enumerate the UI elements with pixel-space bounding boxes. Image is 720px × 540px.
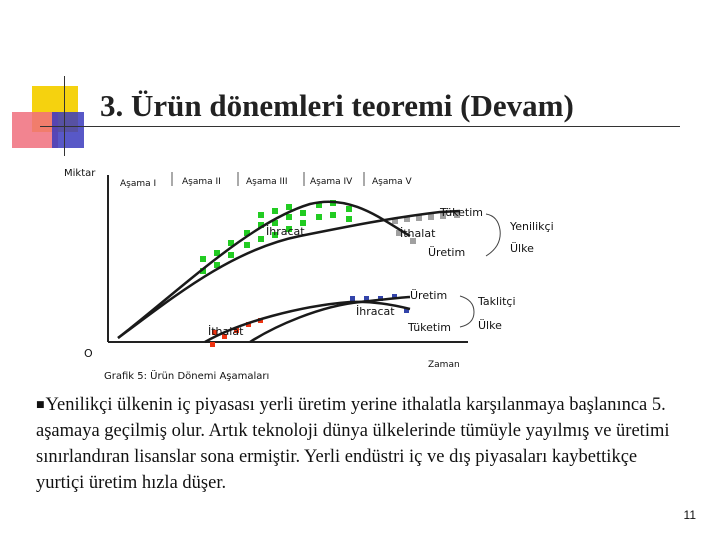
region-marker <box>200 256 206 262</box>
region-marker <box>258 212 264 218</box>
innovator-country-label: Ülke <box>510 242 534 255</box>
stage-label: Aşama I <box>120 179 157 189</box>
diagram-caption: Grafik 5: Ürün Dönemi Aşamaları <box>104 371 270 382</box>
slide-title: 3. Ürün dönemleri teoremi (Devam) <box>100 88 574 123</box>
region-marker <box>286 214 292 220</box>
region-marker <box>210 342 215 347</box>
region-marker <box>244 242 250 248</box>
y-axis-label: Miktar <box>64 168 96 179</box>
region-marker <box>258 236 264 242</box>
stage-label: Aşama II <box>182 177 221 187</box>
region-marker <box>272 208 278 214</box>
region-marker <box>346 216 352 222</box>
body-paragraph <box>36 392 686 496</box>
region-marker <box>346 206 352 212</box>
tuketim-upper-label: Tüketim <box>440 206 484 219</box>
x-axis-label: Zaman <box>428 360 460 370</box>
ihracat-upper-label: İhracat <box>266 225 305 238</box>
origin-label: O <box>84 347 93 360</box>
stage-label: Aşama IV <box>310 177 353 187</box>
uretim-lower-label: Üretim <box>410 289 448 302</box>
region-marker <box>316 214 322 220</box>
region-marker <box>286 204 292 210</box>
ithalat-upper-label: İthalat <box>400 227 436 240</box>
bullet-icon: ■ <box>36 400 45 410</box>
region-marker <box>300 210 306 216</box>
imitator-brace <box>460 296 474 327</box>
stage-label: Aşama III <box>246 177 288 187</box>
ihracat-lower-label: İhracat <box>356 305 395 318</box>
uretim-upper-label: Üretim <box>428 246 466 259</box>
tuketim-lower-label: Tüketim <box>408 321 452 334</box>
innovator-country-label: Yenilikçi <box>510 220 554 233</box>
region-marker <box>428 214 434 220</box>
page-number: 11 <box>683 508 696 522</box>
imitator-country-label: Ülke <box>478 319 502 332</box>
innovator-brace <box>486 214 500 256</box>
imitator-country-label: Taklitçi <box>478 295 516 308</box>
stage-label: Aşama V <box>372 177 412 187</box>
region-marker <box>350 296 355 301</box>
paragraph-text: Yenilikçi ülkenin iç piyasası yerli üretim yerine ithalatla karşılanmaya başlanınca 5. aşamaya geçilmiş olur. Artık teknoloji dünya ülkelerinde tümüyle yayılmış ve üretimi sınırlandıran lisanslar sona ermiştir. Yerli endüstri iç ve dış piyasaları kaybettikçe yurtiçi üretim hızla düşer. <box>36 395 670 493</box>
ithalat-lower-label: İthalat <box>208 325 244 338</box>
region-marker <box>228 252 234 258</box>
region-marker <box>330 212 336 218</box>
